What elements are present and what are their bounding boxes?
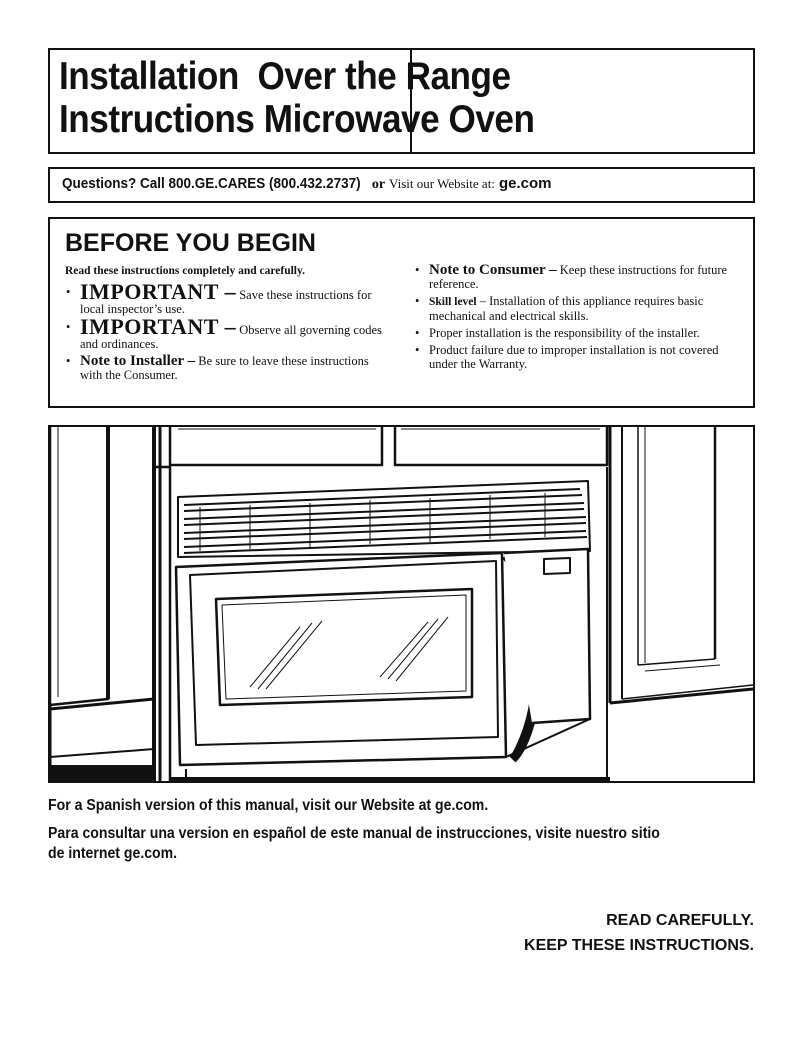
questions-bar: [48, 167, 755, 203]
bullet-icon: •: [66, 285, 71, 299]
skill-level-text: – Installation of this appliance requires basic mechanical and electrical skills.: [429, 294, 704, 323]
microwave-drawing: [50, 427, 753, 781]
important-term: IMPORTANT –: [80, 314, 237, 339]
before-you-begin-intro: Read these instructions completely and carefully.: [65, 265, 305, 277]
before-you-begin-box: [48, 217, 755, 408]
before-right-column: [414, 263, 749, 371]
title-installation: Installation: [59, 55, 239, 98]
list-item: [65, 354, 385, 382]
title-line-2: [59, 98, 534, 142]
right-cabinet: [607, 427, 753, 781]
list-item: [414, 326, 749, 340]
important-text: Observe all governing codes and ordinances.: [80, 323, 382, 351]
questions-website-link[interactable]: ge.com: [498, 175, 552, 192]
read-carefully-note: READ CAREFULLY.: [606, 912, 754, 929]
title-box: [48, 48, 755, 154]
proper-installation-text: Proper installation is the responsibility of the installer.: [429, 326, 700, 340]
list-item: [414, 294, 749, 323]
bullet-icon: •: [66, 354, 71, 368]
bullet-icon: •: [415, 326, 420, 340]
spanish-version-note: For a Spanish version of this manual, visit our Website at ge.com.: [48, 797, 489, 814]
important-text: Save these instructions for local inspector’s use.: [80, 288, 372, 316]
important-term: IMPORTANT –: [80, 279, 237, 304]
spanish-version-note-es-line2: de internet ge.com.: [48, 845, 178, 862]
questions-or: or: [371, 177, 386, 192]
title-instructions: Instructions: [59, 98, 255, 141]
questions-text: [62, 175, 551, 193]
bullet-icon: •: [415, 263, 420, 277]
left-cabinet: [50, 427, 170, 781]
spanish-version-note-es-line1: Para consultar una version en español de este manual de instrucciones, visite nuestro sitio: [48, 825, 660, 842]
bullet-icon: •: [66, 320, 71, 334]
title-over-the-range: Over the Range: [257, 55, 511, 98]
upper-cabinets: [170, 427, 607, 465]
note-installer-term: Note to Installer –: [80, 353, 196, 369]
bullet-icon: •: [415, 343, 420, 357]
list-item: [414, 343, 749, 371]
keep-instructions-note: KEEP THESE INSTRUCTIONS.: [524, 937, 754, 954]
before-left-column: [65, 279, 385, 382]
microwave-illustration: [48, 425, 755, 783]
note-consumer-text: Keep these instructions for future reference.: [429, 263, 728, 291]
before-you-begin-heading: BEFORE YOU BEGIN: [65, 229, 316, 257]
title-line-1: [59, 55, 511, 99]
microwave-body: [176, 481, 590, 777]
list-item: [414, 263, 749, 291]
bullet-icon: •: [415, 294, 420, 308]
list-item: [65, 279, 385, 316]
note-consumer-term: Note to Consumer –: [429, 262, 557, 278]
skill-level-term: Skill level: [429, 296, 477, 308]
questions-call: Questions? Call 800.GE.CARES (800.432.2737): [62, 175, 361, 192]
questions-visit: Visit our Website at:: [389, 176, 495, 191]
list-item: [65, 314, 385, 351]
product-failure-text: Product failure due to improper installation is not covered under the Warranty.: [429, 343, 719, 371]
title-microwave-oven: Microwave Oven: [263, 98, 535, 141]
note-installer-text: Be sure to leave these instructions with the Consumer.: [80, 354, 369, 382]
